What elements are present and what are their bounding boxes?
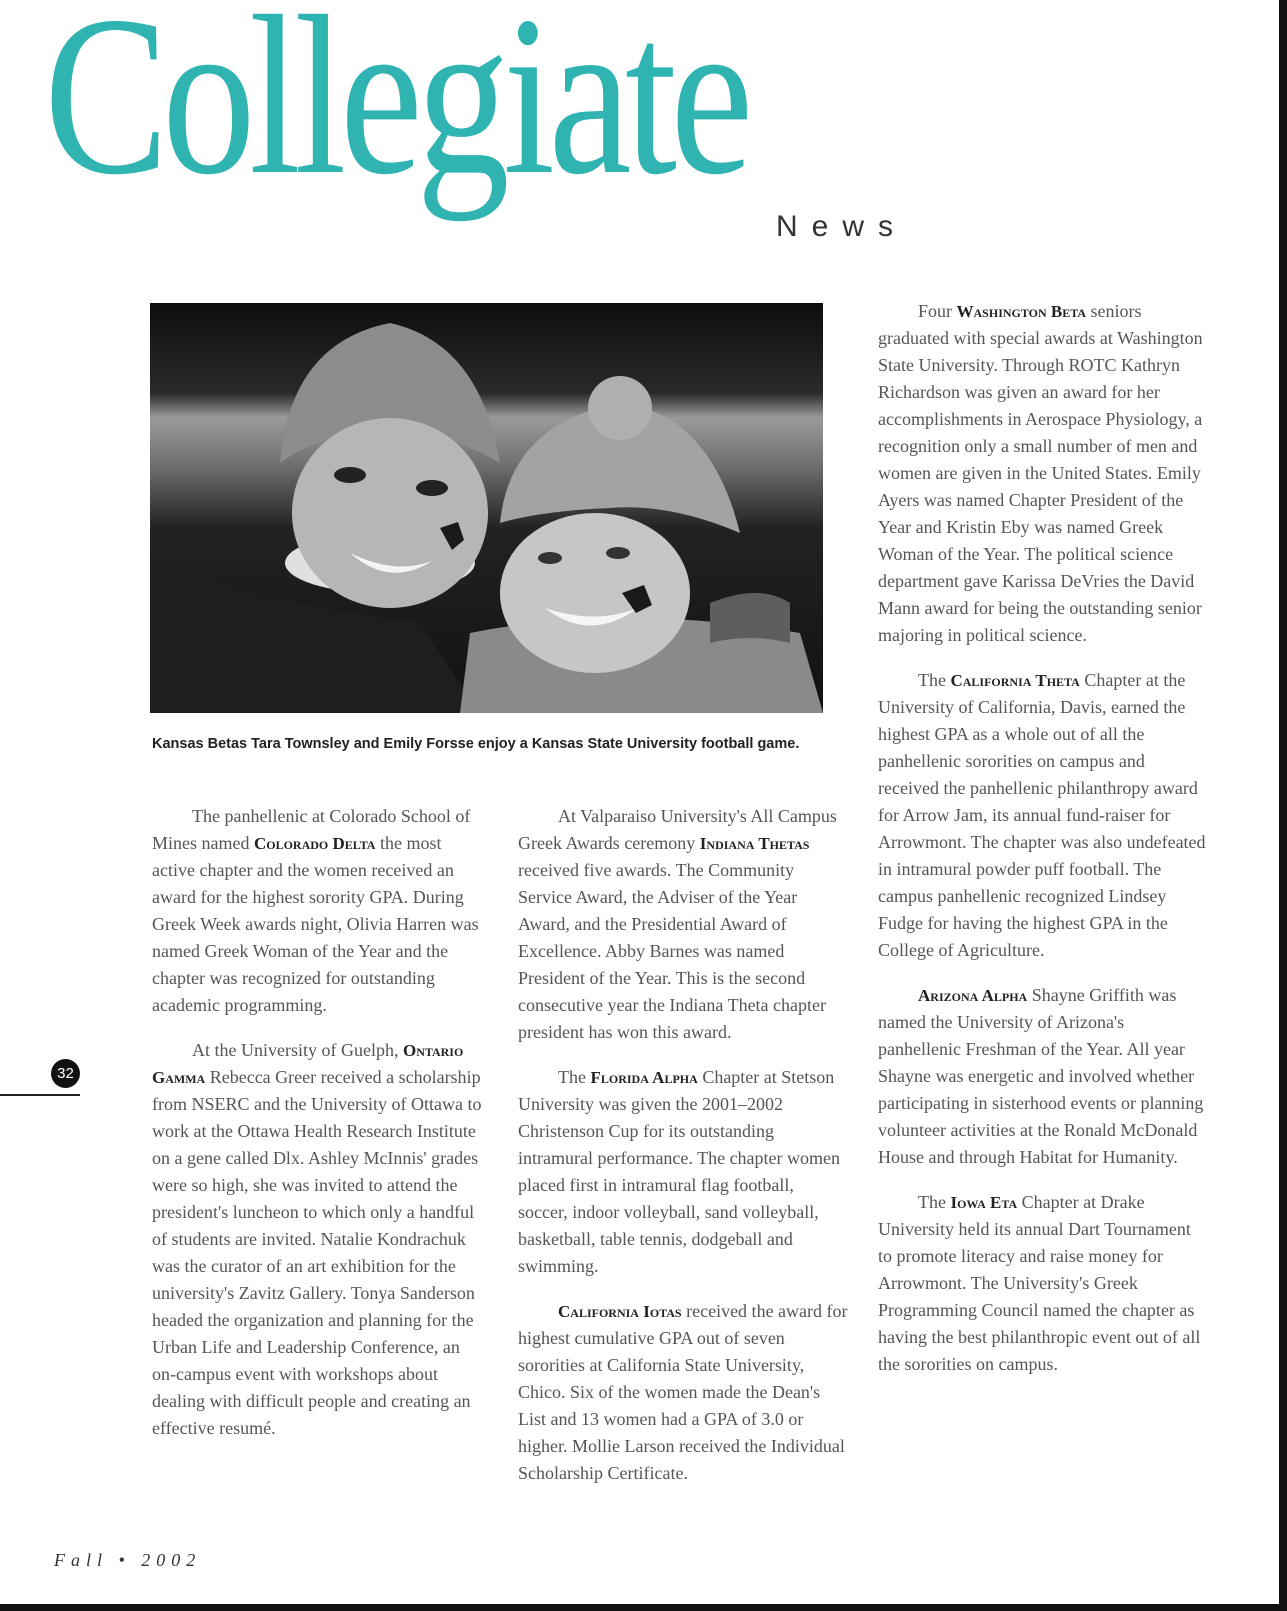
photo [150, 303, 823, 713]
chapter-name: California Iotas [558, 1302, 682, 1321]
article-colorado-delta: The panhellenic at Colorado School of Mines named Colorado Delta the most active chapter and the women received an award for the highest sorority GPA. During Greek Week awards night, Olivia Harren was named Greek Woman of the Year and the chapter was recognized for outstanding academic programming. [152, 806, 479, 1015]
article-indiana-theta: At Valparaiso University's All Campus Greek Awards ceremony Indiana Thetas received five awards. The Community Service Award, the Adviser of the Year Award, and the Presidential Award of Excellence. Abby Barnes was named President of the Year. This is the second consecutive year the Indiana Theta chapter president has won this award. [518, 806, 837, 1042]
article-washington-beta: Four Washington Beta seniors graduated with special awards at Washington State University. Through ROTC Kathryn Richardson was given an award for her accomplishments in Aerospace Physiology, a recognition only a small number of men and women are given in the United States. Emily Ayers was named Chapter President of the Year and Kristin Eby was named Greek Woman of the Year. The political science department gave Karissa DeVries the David Mann award for being the outstanding senior majoring in political science. [878, 301, 1203, 645]
article-ontario-gamma: At the University of Guelph, Ontario Gamma Rebecca Greer received a scholarship from NSERC and the University of Ottawa to work at the Ottawa Health Research Institute on a gene called Dlx. Ashley McInnis' grades were so high, she was invited to attend the president's luncheon to which only a handful of students are invited. Natalie Kondrachuk was the curator of an art exhibition for the university's Zavitz Gallery. Tonya Sanderson headed the organization and planning for the Urban Life and Leadership Conference, an on-campus event with workshops about dealing with difficult people and creating an effective resumé. [152, 1040, 482, 1438]
page-edge-bottom [0, 1604, 1287, 1611]
chapter-name: Indiana Thetas [699, 834, 810, 853]
photo-caption: Kansas Betas Tara Townsley and Emily Forsse enjoy a Kansas State University football game. [152, 736, 800, 752]
margin-rule [0, 1094, 80, 1096]
page-edge-right [1279, 0, 1287, 1611]
article-iowa-eta: The Iowa Eta Chapter at Drake University held its annual Dart Tournament to promote literacy and raise money for Arrowmont. The University's Greek Programming Council named the chapter as having the best philanthropic event out of all the sororities on campus. [878, 1192, 1201, 1374]
chapter-name: Florida Alpha [590, 1068, 698, 1087]
chapter-name: California Theta [950, 671, 1080, 690]
masthead [44, 0, 944, 282]
article-arizona-alpha: Arizona Alpha Shayne Griffith was named the University of Arizona's panhellenic Freshman of the Year. All year Shayne was energetic and involved whether participating in sisterhood events or planning volunteer activities at the Ronald McDonald House and through Habitat for Humanity. [878, 985, 1204, 1167]
chapter-name: Washington Beta [956, 302, 1087, 321]
masthead-title: Collegiate [44, 0, 747, 222]
masthead-subtitle: News [776, 210, 908, 243]
column-right [878, 298, 1208, 1396]
column-middle [518, 803, 848, 1505]
page-number: 32 [51, 1059, 80, 1088]
chapter-name: Iowa Eta [950, 1193, 1018, 1212]
footer-issue: Fall • 2002 [54, 1550, 202, 1570]
article-california-iota: California Iotas received the award for highest cumulative GPA out of seven sororities at California State University, Chico. Six of the women made the Dean's List and 13 women had a GPA of 3.0 or higher. Mollie Larson received the Individual Scholarship Certificate. [518, 1301, 848, 1483]
chapter-name: Colorado Delta [253, 834, 376, 853]
article-california-theta: The California Theta Chapter at the University of California, Davis, earned the highest GPA as a whole out of all the panhellenic sororities on campus and received the panhellenic philanthropy award for Arrow Jam, its annual fund-raiser for Arrowmont. The chapter was also undefeated in intramural powder puff football. The campus panhellenic recognized Lindsey Fudge for having the highest GPA in the College of Agriculture. [878, 670, 1206, 960]
article-florida-alpha: The Florida Alpha Chapter at Stetson University was given the 2001–2002 Christenson Cup for its outstanding intramural performance. The chapter women placed first in intramural flag football, soccer, indoor volleyball, sand volleyball, basketball, table tennis, dodgeball and swimming. [518, 1067, 841, 1276]
column-left [152, 803, 482, 1460]
chapter-name: Ontario Gamma [152, 1041, 464, 1087]
chapter-name: Arizona Alpha [918, 986, 1028, 1005]
